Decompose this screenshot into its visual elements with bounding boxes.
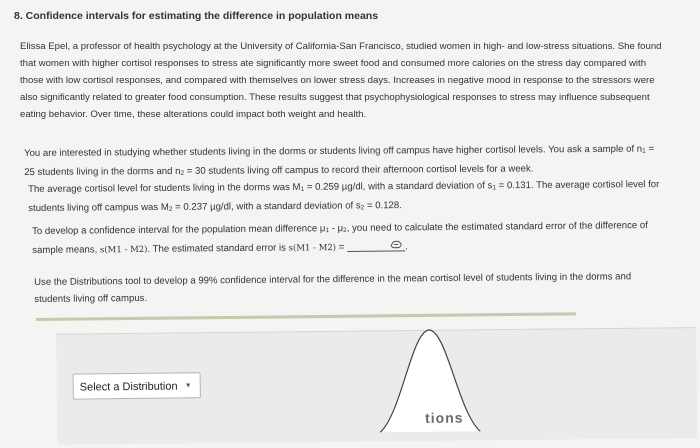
- sample-line-1: You are interested in studying whether students living in the dorms or students living off campus have higher cortisol levels. You ask a sample of $n_1$ =: [24, 143, 655, 159]
- chevron-down-icon: ▼: [184, 382, 192, 390]
- intro-line: also significantly related to greater food consumption. These results suggest that psychophysiological responses to stress may influence subsequent: [20, 92, 650, 103]
- stats-line-2: students living off campus was $M_2 = 0.237$ µg/dl, with a standard deviation of $s_2 = 0.128$.: [28, 200, 402, 214]
- tools-partial-label: tions: [424, 409, 464, 426]
- standard-error-paragraph: [32, 217, 692, 260]
- select-distribution-dropdown[interactable]: [73, 372, 201, 399]
- stats-paragraph: [28, 176, 692, 219]
- standard-error-answer-input[interactable]: [347, 239, 405, 252]
- se-symbol: s(M1 - M2): [288, 243, 337, 254]
- tool-divider: [36, 312, 576, 321]
- intro-line: Elissa Epel, a professor of health psychology at the University of California-San Francisco, studied women in high- and low-stress situations. She found: [20, 41, 662, 52]
- intro-line: those with low cortisol responses, and compared with themselves on lower stress days. Increases in negative mood in response to the stressors were: [20, 75, 655, 86]
- se-line-2: sample means, s(M1 - M2). The estimated standard error is s(M1 - M2) = .: [32, 236, 692, 260]
- se-symbol: s(M1 - M2): [99, 244, 148, 256]
- distributions-tool: [36, 311, 700, 448]
- hint-icon[interactable]: [389, 238, 403, 250]
- intro-line: that women with higher cortisol responses to stress ate significantly more sweet food and consumed more calories on the stress day compared with: [20, 58, 647, 69]
- select-distribution-label: Select a Distribution: [79, 380, 178, 394]
- intro-line: eating behavior. Over time, these alterations could impact both weight and health.: [20, 109, 367, 120]
- stats-line-1: The average cortisol level for students living in the dorms was $M_1 = 0.259$ µg/dl, with a standard deviation of $s_1 = 0.131$. The average cortisol level for: [28, 179, 660, 195]
- task-paragraph: [34, 268, 694, 308]
- task-line-2: students living off campus.: [34, 292, 148, 305]
- question-title: 8. Confidence intervals for estimating the difference in population means: [14, 10, 379, 22]
- intro-paragraph: [20, 38, 692, 123]
- se-line-1: To develop a confidence interval for the population mean difference $\mu_1 - \mu_2$, you need to calculate the estimated standard error of the difference of: [32, 220, 648, 237]
- sample-line-2: 25 students living in the dorms and $n_2 = 30$ students living off campus to record their afternoon cortisol levels for a week.: [24, 163, 534, 178]
- task-line-1: Use the Distributions tool to develop a 99% confidence interval for the difference in the mean cortisol level of students living in the dorms and: [34, 271, 632, 288]
